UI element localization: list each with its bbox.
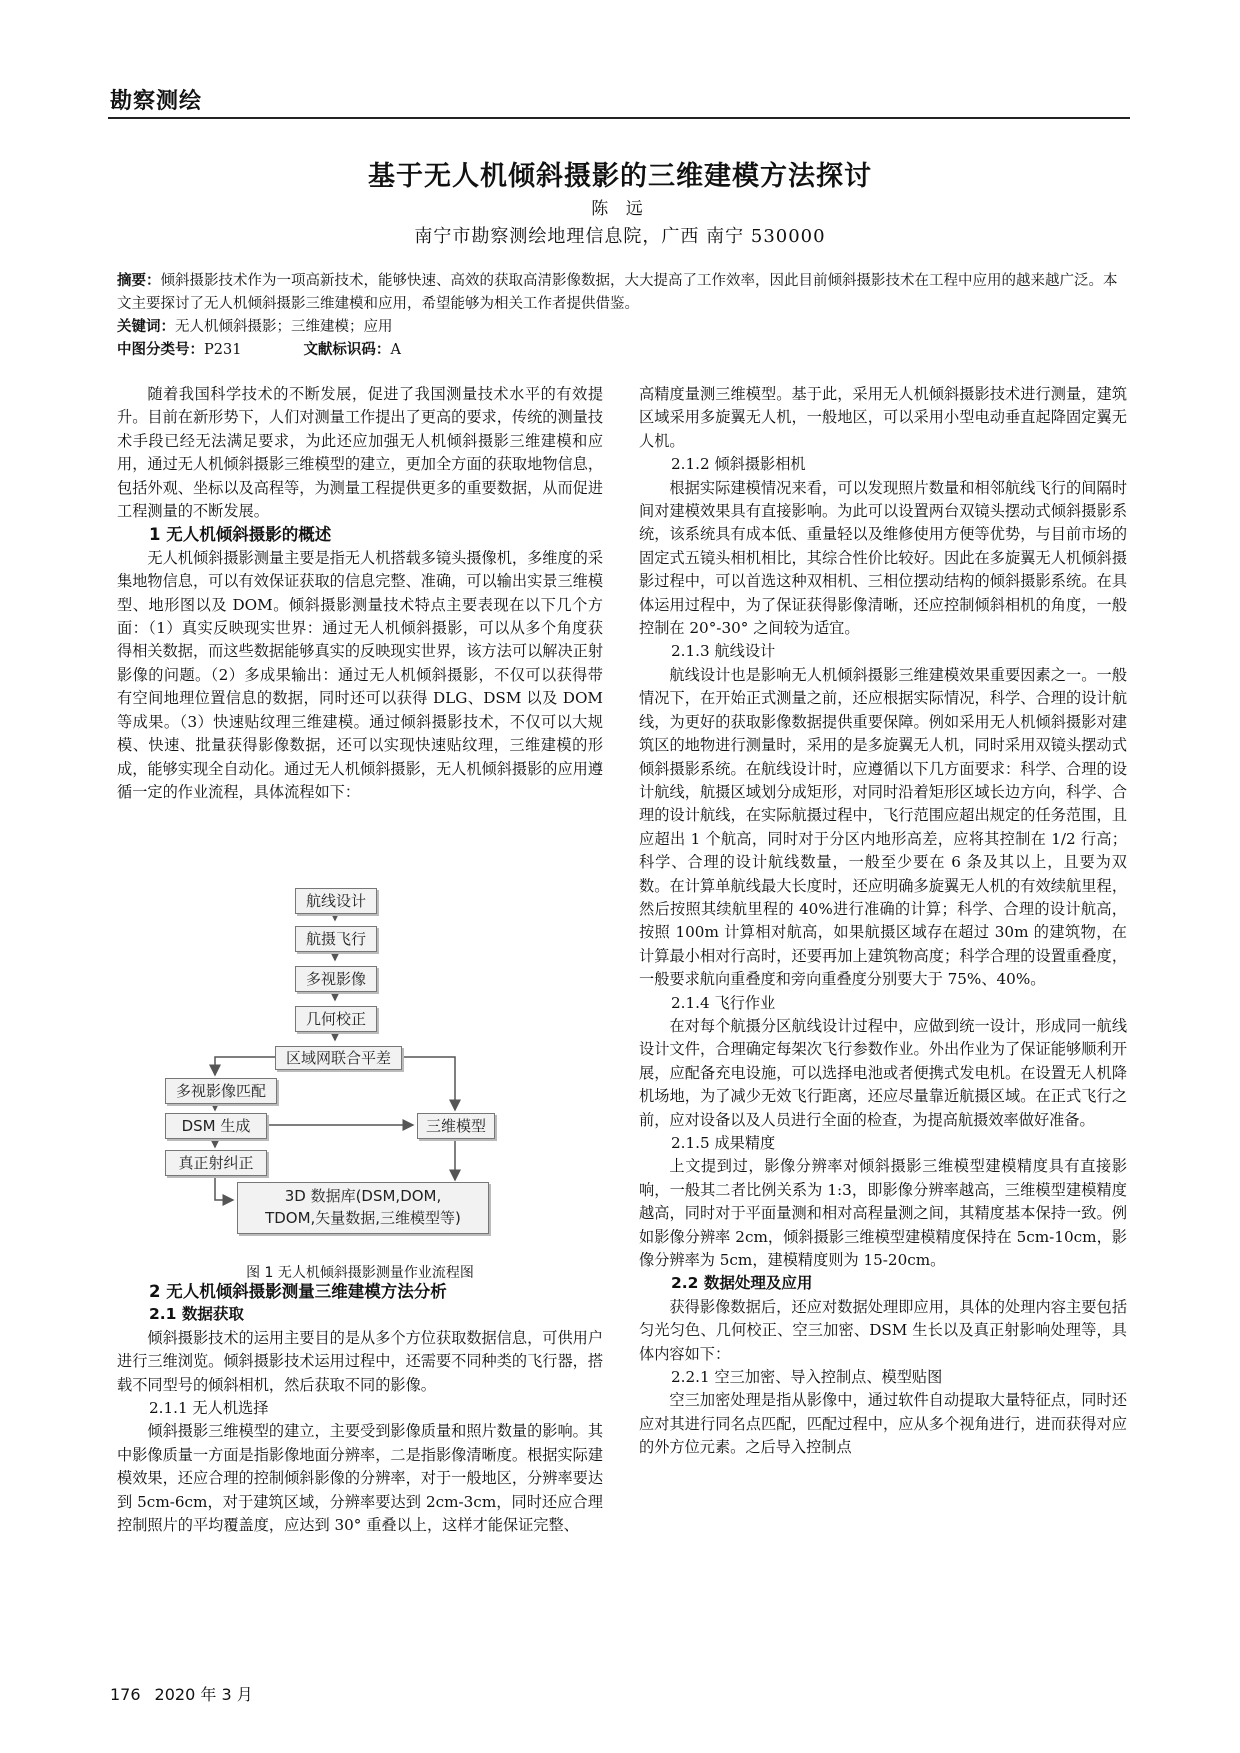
- paper-author: 陈 远: [591, 199, 649, 219]
- section-2-1-4-paragraph: 在对每个航摄分区航线设计过程中，应做到统一设计，形成同一航线设计文件，合理确定每架次飞行参数作业。外出作业为了保证能够顺利开展，应配备充电设施，可以选择电池或者便携式发电机。在设置无人机降机场地，为了减少无效飞行距离，还应尽量靠近航摄区域。在正式飞行之前，应对设备以及人员进行全面的检查，为提高航摄效率做好准备。: [639, 1016, 1127, 1129]
- section-2-1-1-paragraph: 倾斜摄影三维模型的建立，主要受到影像质量和照片数量的影响。其中影像质量一方面是指影像地面分辨率，二是指影像清晰度。根据实际建模效果，还应合理的控制倾斜影像的分辨率，对于一般地区，分辨率要达到 5cm-6cm，对于建筑区域，分辨率要达到 2cm-3cm，同时还应合理控制照片的平均覆盖度，应达到 30° 重叠以上，这样才能保证完整、: [117, 1422, 604, 1535]
- flow-box-3d-model: 三维模型: [417, 1113, 495, 1139]
- abstract-text: 倾斜摄影技术作为一项高新技术，能够快速、高效的获取高清影像数据，大大提高了工作效率，因此目前倾斜摄影技术在工程中应用的越来越广泛。本文主要探讨了无人机倾斜摄影三维建模和应用，希望能够为相关工作者提供借鉴。: [117, 273, 1118, 312]
- keywords-label: 关键词：: [117, 319, 175, 335]
- flow-box-dsm-generation: DSM 生成: [165, 1113, 267, 1139]
- section-2-1-heading: 2.1 数据获取: [149, 1305, 244, 1324]
- left-column-bottom: [117, 1280, 603, 1537]
- clc-value: P231: [204, 342, 242, 358]
- figure-caption: 图 1 无人机倾斜摄影测量作业流程图: [246, 1265, 474, 1281]
- section-2-1-2-heading: 2.1.2 倾斜摄影相机: [671, 455, 806, 474]
- db-line-1: 3D 数据库(DSM,DOM,: [284, 1187, 442, 1205]
- intro-paragraph: 随着我国科学技术的不断发展，促进了我国测量技术水平的有效提升。目前在新形势下，人们对测量工作提出了更高的要求，传统的测量技术手段已经无法满足要求，为此还应加强无人机倾斜摄影三维建模和应用，通过无人机倾斜摄影三维模型的建立，更加全方面的获取地物信息，包括外观、坐标以及高程等，为测量工程提供更多的重要数据，从而促进工程测量的不断发展。: [117, 385, 603, 521]
- flow-box-geometric-correction: 几何校正: [295, 1006, 377, 1032]
- flow-box-multiview-imagery: 多视影像: [295, 966, 377, 992]
- db-line-2: TDOM,矢量数据,三维模型等): [265, 1209, 461, 1227]
- issue-date: 2020 年 3 月: [154, 1685, 253, 1704]
- keywords-text: 无人机倾斜摄影；三维建模；应用: [175, 319, 393, 335]
- workflow-flowchart: [155, 870, 575, 1260]
- section-2-heading: 2 无人机倾斜摄影测量三维建模方法分析: [149, 1282, 447, 1301]
- section-2-2-1-heading: 2.2.1 空三加密、导入控制点、模型贴图: [671, 1368, 943, 1387]
- section-2-1-5-heading: 2.1.5 成果精度: [671, 1134, 776, 1152]
- section-2-1-5-paragraph: 上文提到过，影像分辨率对倾斜摄影三维模型建模精度具有直接影响，一般其二者比例关系为 1:3，即影像分辨率越高，三维模型建模精度越高，同时对于平面量测和相对高程量测之间，其精度基本保持一致。例如影像分辨率 2cm，倾斜摄影三维模型建模精度保持在 5cm-10cm，影像分辨率为 5cm，建模精度则为 15-20cm。: [639, 1157, 1127, 1270]
- page-footer: [110, 1682, 267, 1705]
- header-rule: [108, 117, 1130, 119]
- right-column: [639, 383, 1127, 1460]
- abstract-paragraph: [117, 270, 1125, 316]
- section-1-heading: 1 无人机倾斜摄影的概述: [149, 525, 332, 545]
- flow-box-block-adjustment: 区域网联合平差: [275, 1046, 402, 1070]
- section-1-paragraph: 无人机倾斜摄影测量主要是指无人机搭载多镜头摄像机，多维度的采集地物信息，可以有效保证获取的信息完整、准确，可以输出实景三维模型、地形图以及 DOM。倾斜摄影测量技术特点主要表现在以下几个方面：（1）真实反映现实世界：通过无人机倾斜摄影，可以从多个角度获得相关数据，而这些数据能够真实的反映现实世界，该方法可以解决正射影像的问题。（2）多成果输出：通过无人机倾斜摄影，不仅可以获得带有空间地理位置信息的数据，同时还可以获得 DLG、DSM 以及 DOM 等成果。（3）快速贴纹理三维建模。通过倾斜摄影技术，不仅可以大规模、快速、批量获得影像数据，还可以实现快速贴纹理，三维建模的形成，能够实现全自动化。通过无人机倾斜摄影，无人机倾斜摄影的应用遵循一定的作业流程，具体流程如下：: [117, 548, 604, 801]
- paper-title: 基于无人机倾斜摄影的三维建模方法探讨: [368, 161, 872, 192]
- section-2-1-paragraph: 倾斜摄影技术的运用主要目的是从多个方位获取数据信息，可供用户进行三维浏览。倾斜摄影技术运用过程中，还需要不同种类的飞行器，搭载不同型号的倾斜相机，然后获取不同的影像。: [117, 1328, 604, 1394]
- paper-affiliation: 南宁市勘察测绘地理信息院，广西 南宁 530000: [414, 226, 826, 247]
- page-number: 176: [110, 1685, 141, 1704]
- continued-paragraph: 高精度量测三维模型。基于此，采用无人机倾斜摄影技术进行测量，建筑区域采用多旋翼无人机，一般地区，可以采用小型电动垂直起降固定翼无人机。: [639, 385, 1127, 450]
- flow-box-flight: 航摄飞行: [295, 926, 377, 952]
- doc-code-label: 文献标识码：: [303, 342, 391, 358]
- section-2-1-3-paragraph: 航线设计也是影响无人机倾斜摄影三维建模效果重要因素之一。一般情况下，在开始正式测量之前，还应根据实际情况，科学、合理的设计航线，为更好的获取影像数据提供重要保障。例如采用无人机倾斜摄影对建筑区的地物进行测量时，采用的是多旋翼无人机，同时采用双镜头摆动式倾斜摄影系统。在航线设计时，应遵循以下几方面要求：科学、合理的设计航线，航摄区域划分成矩形，对同时沿着矩形区域长边方向，科学、合理的设计航线，在实际航摄过程中，飞行范围应超出规定的任务范围，且应超出 1 个航高，同时对于分区内地形高差，应将其控制在 1/2 行高；科学、合理的设计航线数量，一般至少要在 6 条及其以上，且要为双数。在计算单航线最大长度时，还应明确多旋翼无人机的有效续航里程，然后按照其续航里程的 40%进行准确的计算；科学、合理的设计航高，按照 100m 计算相对航高，如果航摄区域存在超过 30m 的建筑物，在计算最小相对行高时，还要再加上建筑物高度；科学合理的设置重叠度，一般要求航向重叠度和旁向重叠度分别要大于 75%、40%。: [639, 665, 1127, 989]
- flow-box-3d-database: [237, 1182, 489, 1234]
- flow-box-image-matching: 多视影像匹配: [165, 1078, 277, 1104]
- journal-section-label: 勘察测绘: [110, 89, 203, 114]
- section-2-1-2-paragraph: 根据实际建模情况来看，可以发现照片数量和相邻航线飞行的间隔时间对建模效果具有直接影响。为此可以设置两台双镜头摆动式倾斜摄影系统，该系统具有成本低、重量轻以及维修使用方便等优势，与目前市场的固定式五镜头相机相比，其综合性价比较好。因此在多旋翼无人机倾斜摄影过程中，可以首选这种双相机、三相位摆动结构的倾斜摄影系统。在具体运用过程中，为了保证获得影像清晰，还应控制倾斜相机的角度，一般控制在 20°-30° 之间较为适宜。: [639, 478, 1127, 638]
- flow-box-true-ortho: 真正射纠正: [165, 1150, 267, 1176]
- clc-label: 中图分类号：: [117, 342, 204, 358]
- flow-box-route-design: 航线设计: [295, 888, 377, 914]
- section-2-1-3-heading: 2.1.3 航线设计: [671, 642, 776, 661]
- doc-code-value: A: [390, 342, 401, 358]
- section-2-1-4-heading: 2.1.4 飞行作业: [671, 993, 776, 1012]
- abstract-block: [117, 270, 1125, 362]
- section-2-2-1-paragraph: 空三加密处理是指从影像中，通过软件自动提取大量特征点，同时还应对其进行同名点匹配，匹配过程中，应从多个视角进行，进而获得对应的外方位元素。之后导入控制点: [639, 1391, 1127, 1457]
- left-column-top: [117, 383, 603, 804]
- keywords-line: [117, 316, 1125, 339]
- section-2-1-1-heading: 2.1.1 无人机选择: [149, 1399, 269, 1418]
- classification-line: [117, 339, 1125, 362]
- abstract-label: 摘要：: [117, 273, 161, 289]
- section-2-2-heading: 2.2 数据处理及应用: [671, 1274, 813, 1293]
- section-2-2-paragraph: 获得影像数据后，还应对数据处理即应用，具体的处理内容主要包括匀光匀色、几何校正、空三加密、DSM 生长以及真正射影响处理等，具体内容如下：: [639, 1297, 1127, 1363]
